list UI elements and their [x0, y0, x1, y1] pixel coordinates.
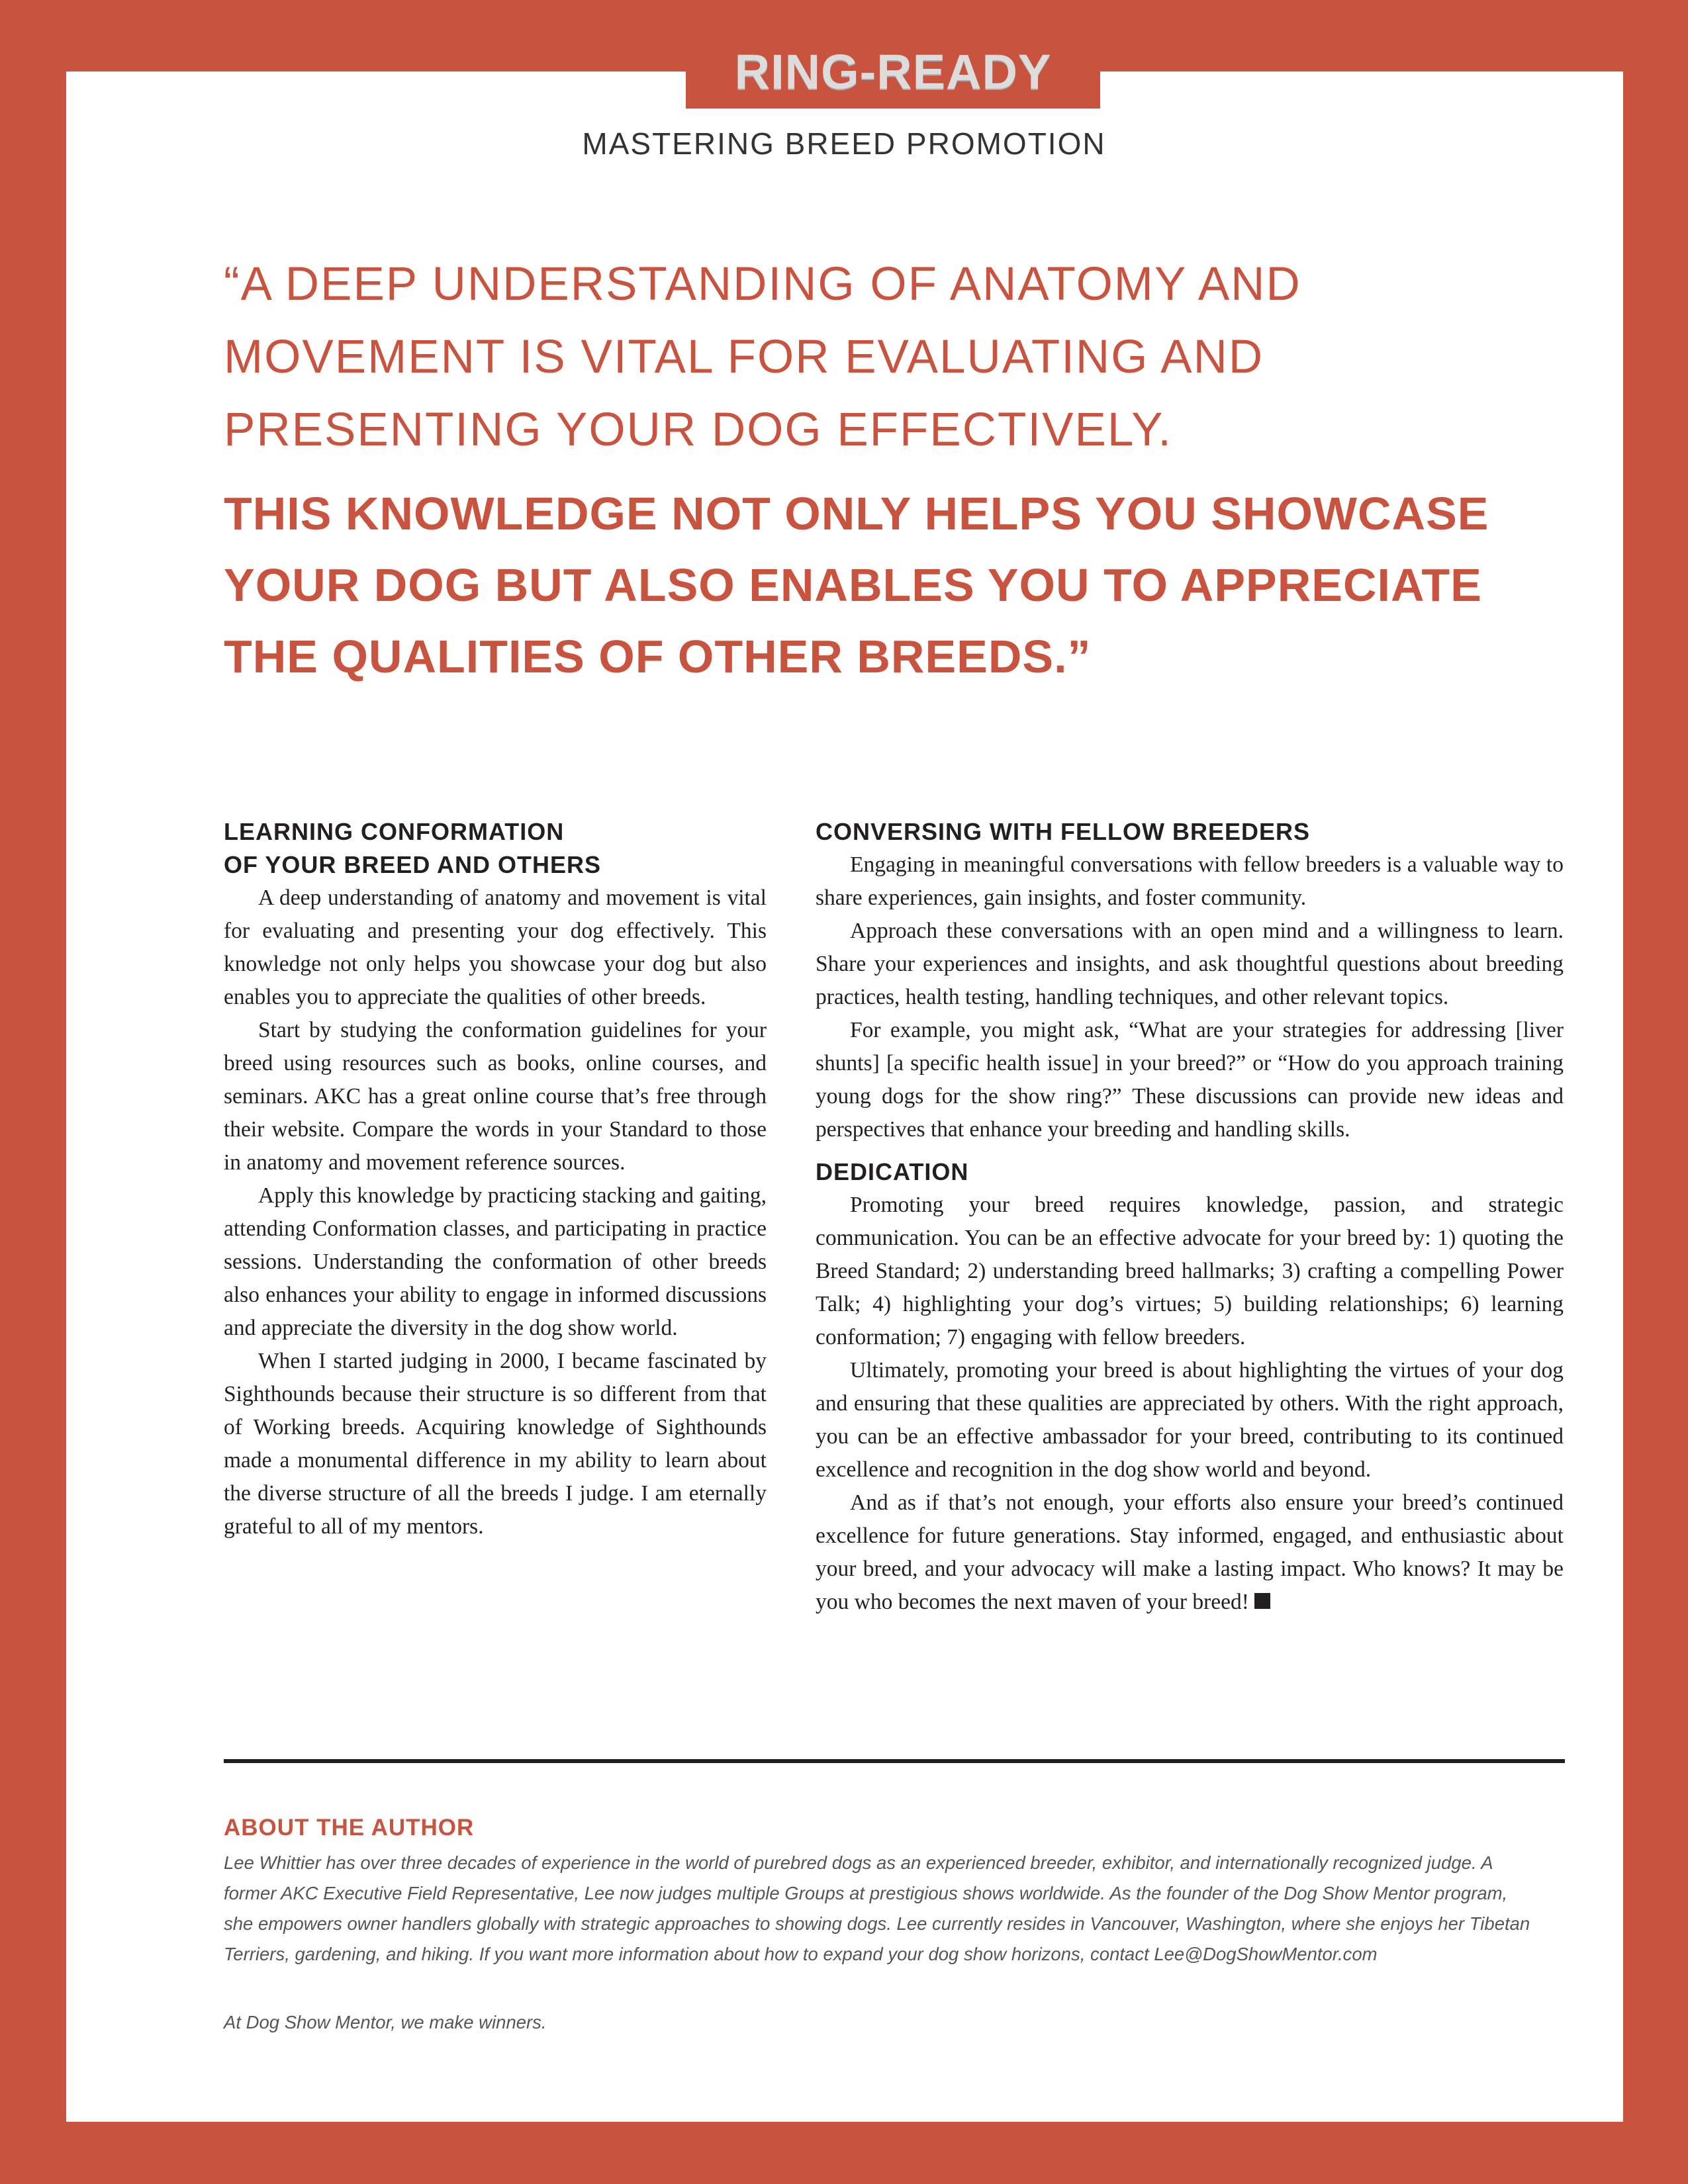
- section-tab-label: RING-READY: [734, 44, 1052, 99]
- body-paragraph: When I started judging in 2000, I became fascinated by Sighthounds because their structure is so different from that of Working breeds. Acquiring knowledge of Sighthounds made a monumental difference in my ability to learn about the diverse structure of all the breeds I judge. I am eternally grateful to all of my mentors.: [224, 1349, 767, 1539]
- section-subtitle: MASTERING BREED PROMOTION: [582, 126, 1106, 161]
- section-tab: [686, 40, 1100, 109]
- pull-quote-bold: THIS KNOWLEDGE NOT ONLY HELPS YOU SHOWCASE YOUR DOG BUT ALSO ENABLES YOU TO APPRECIATE THE QUALITIES OF OTHER BREEDS.”: [224, 488, 1489, 682]
- pull-quote-light: “A DEEP UNDERSTANDING OF ANATOMY AND MOVEMENT IS VITAL FOR EVALUATING AND PRESENTING YOUR DOG EFFECTIVELY.: [224, 258, 1301, 456]
- heading-dedication: DEDICATION: [816, 1158, 969, 1185]
- body-paragraph: A deep understanding of anatomy and movement is vital for evaluating and presenting your dog effectively. This knowledge not only helps you showcase your dog but also enables you to appreciate the qualities of other breeds.: [224, 886, 767, 1009]
- right-column: [816, 815, 1564, 1619]
- about-author-tagline: At Dog Show Mentor, we make winners.: [224, 2012, 547, 2032]
- final-paragraph-text: And as if that’s not enough, your efforts also ensure your breed’s continued excellence for future generations. Stay informed, engaged, and enthusiastic about your breed, and your advocacy will make a lasting impact. Who knows? It may be you who becomes the next maven of your breed!: [816, 1490, 1564, 1614]
- body-paragraph: Ultimately, promoting your breed is about highlighting the virtues of your dog and ensuring that these qualities are appreciated by others. With the right approach, you can be an effective ambassador for your breed, contributing to its continued excellence and recognition in the dog show world and beyond.: [816, 1358, 1564, 1482]
- divider-rule: [224, 1759, 1565, 1763]
- heading-learning-conformation: [224, 815, 767, 882]
- heading-line: OF YOUR BREED AND OTHERS: [224, 851, 602, 878]
- body-paragraph: Promoting your breed requires knowledge, passion, and strategic communication. You can be an effective advocate for your breed by: 1) quoting the Breed Standard; 2) understanding breed hallmarks; 3) crafting a compelling Power Talk; 4) highlighting your dog’s virtues; 5) building relationships; 6) learning conformation; 7) engaging with fellow breeders.: [816, 1193, 1564, 1349]
- about-author-heading: ABOUT THE AUTHOR: [224, 1815, 475, 1841]
- body-paragraph: For example, you might ask, “What are your strategies for addressing [liver shunts] [a specific health issue] in your breed?” or “How do you approach training young dogs for the show ring?” These discussions can provide new ideas and perspectives that enhance your breeding and handling skills.: [816, 1018, 1564, 1142]
- body-paragraph: Approach these conversations with an open mind and a willingness to learn. Share your experiences and insights, and ask thoughtful questions about breeding practices, health testing, handling techniques, and other relevant topics.: [816, 919, 1564, 1009]
- heading-line: LEARNING CONFORMATION: [224, 818, 565, 845]
- body-paragraph-final: [816, 1486, 1564, 1619]
- body-paragraph: Engaging in meaningful conversations with fellow breeders is a valuable way to share experiences, gain insights, and foster community.: [816, 852, 1564, 910]
- body-paragraph: Start by studying the conformation guidelines for your breed using resources such as books, online courses, and seminars. AKC has a great online course that’s free through their website. Compare the words in your Standard to those in anatomy and movement reference sources.: [224, 1018, 767, 1175]
- end-mark-icon: [1254, 1593, 1270, 1609]
- heading-conversing: CONVERSING WITH FELLOW BREEDERS: [816, 818, 1311, 845]
- about-author-body: Lee Whittier has over three decades of experience in the world of purebred dogs as an experienced breeder, exhibitor, and internationally recognized judge. A former AKC Executive Field Representative, Lee now judges multiple Groups at prestigious shows worldwide. As the founder of the Dog Show Mentor program, she empowers owner handlers globally with strategic approaches to showing dogs. Lee currently resides in Vancouver, Washington, where she enjoys her Tibetan Terriers, gardening, and hiking. If you want more information about how to expand your dog show horizons, contact Lee@DogShowMentor.com: [224, 1852, 1530, 1964]
- body-paragraph: Apply this knowledge by practicing stacking and gaiting, attending Conformation classes, and participating in practice sessions. Understanding the conformation of other breeds also enhances your ability to engage in informed discussions and appreciate the diversity in the dog show world.: [224, 1183, 767, 1340]
- left-column: [224, 815, 767, 1543]
